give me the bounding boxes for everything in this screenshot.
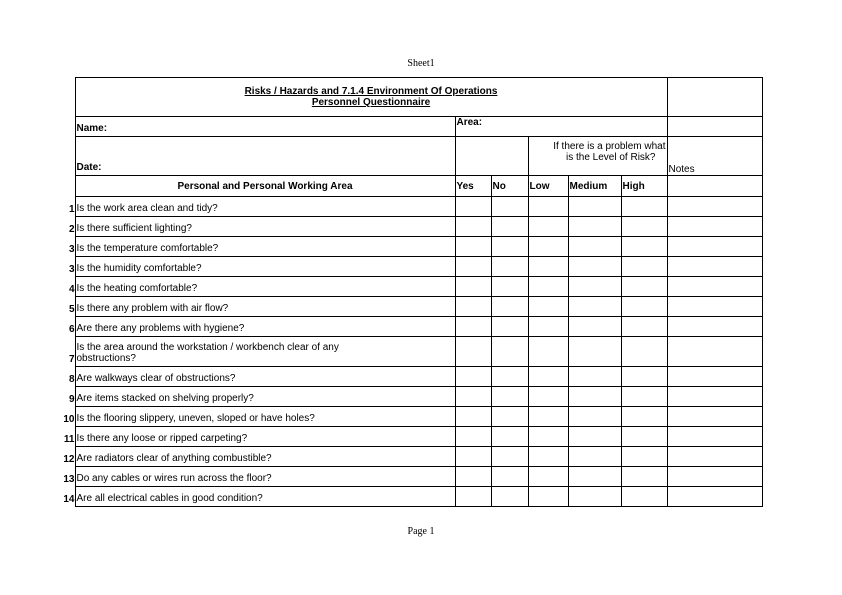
question-text: Are items stacked on shelving properly? [75,387,455,407]
high-answer-cell[interactable] [621,467,667,487]
no-answer-cell[interactable] [491,407,528,427]
question-text: Is the humidity comfortable? [75,257,455,277]
question-text: Is the flooring slippery, uneven, sloped or have holes? [75,407,455,427]
question-text: Are walkways clear of obstructions? [75,367,455,387]
low-answer-cell[interactable] [528,337,568,367]
yes-answer-cell[interactable] [455,427,491,447]
name-row [60,117,762,137]
date-field[interactable]: Date: [75,137,455,176]
question-text: Is the heating comfortable? [75,277,455,297]
no-answer-cell[interactable] [491,237,528,257]
medium-answer-cell[interactable] [568,487,621,507]
question-number: 11 [63,433,75,445]
high-answer-cell[interactable] [621,277,667,297]
no-answer-cell[interactable] [491,447,528,467]
sheet-header: Sheet1 [407,58,435,69]
notes-answer-cell[interactable] [667,367,762,387]
question-number: 8 [68,373,75,385]
medium-answer-cell[interactable] [568,297,621,317]
notes-answer-cell[interactable] [667,197,762,217]
notes-answer-cell[interactable] [667,467,762,487]
question-row [60,277,762,297]
low-answer-cell[interactable] [528,317,568,337]
medium-header: Medium [568,176,621,197]
question-number: 9 [68,393,75,405]
yes-answer-cell[interactable] [455,257,491,277]
question-text: Are all electrical cables in good condition? [75,487,455,507]
high-answer-cell[interactable] [621,367,667,387]
no-answer-cell[interactable] [491,337,528,367]
question-row [60,407,762,427]
notes-answer-cell[interactable] [667,217,762,237]
yes-header: Yes [455,176,491,197]
high-answer-cell[interactable] [621,197,667,217]
question-row [60,487,762,507]
medium-answer-cell[interactable] [568,367,621,387]
low-answer-cell[interactable] [528,407,568,427]
question-text: Are radiators clear of anything combustible? [75,447,455,467]
low-answer-cell[interactable] [528,447,568,467]
question-number: 3 [68,243,75,255]
yes-answer-cell[interactable] [455,487,491,507]
medium-answer-cell[interactable] [568,257,621,277]
yes-answer-cell[interactable] [455,367,491,387]
no-answer-cell[interactable] [491,367,528,387]
high-answer-cell[interactable] [621,337,667,367]
notes-answer-cell[interactable] [667,447,762,467]
yes-answer-cell[interactable] [455,317,491,337]
low-answer-cell[interactable] [528,487,568,507]
high-answer-cell[interactable] [621,487,667,507]
yes-answer-cell[interactable] [455,237,491,257]
no-answer-cell[interactable] [491,427,528,447]
low-header: Low [528,176,568,197]
notes-answer-cell[interactable] [667,317,762,337]
question-number: 5 [68,303,75,315]
form-title: Risks / Hazards and 7.1.4 Environment Of Operations Personnel Questionnaire [75,78,667,117]
question-row [60,197,762,217]
medium-answer-cell[interactable] [568,427,621,447]
risk-level-prompt: If there is a problem what is the Level of Risk? [528,137,667,176]
yes-answer-cell[interactable] [455,467,491,487]
notes-answer-cell[interactable] [667,237,762,257]
question-row [60,257,762,277]
no-answer-cell[interactable] [491,467,528,487]
question-number: 12 [63,453,75,465]
questionnaire-table [60,77,763,507]
question-text: Is there any problem with air flow? [75,297,455,317]
yes-answer-cell[interactable] [455,447,491,467]
notes-answer-cell[interactable] [667,297,762,317]
high-header: High [621,176,667,197]
high-answer-cell[interactable] [621,317,667,337]
yes-answer-cell[interactable] [455,217,491,237]
notes-cell [667,176,762,197]
low-answer-cell[interactable] [528,297,568,317]
medium-answer-cell[interactable] [568,237,621,257]
low-answer-cell[interactable] [528,237,568,257]
high-answer-cell[interactable] [621,387,667,407]
question-text: Is there sufficient lighting? [75,217,455,237]
blank-cell [455,137,528,176]
medium-answer-cell[interactable] [568,407,621,427]
question-number: 13 [63,473,75,485]
yes-answer-cell[interactable] [455,407,491,427]
question-row [60,367,762,387]
question-number: 2 [68,223,75,235]
no-answer-cell[interactable] [491,257,528,277]
low-answer-cell[interactable] [528,467,568,487]
notes-header: Notes [667,137,762,176]
medium-answer-cell[interactable] [568,467,621,487]
no-header: No [491,176,528,197]
yes-answer-cell[interactable] [455,337,491,367]
notes-answer-cell[interactable] [667,277,762,297]
no-answer-cell[interactable] [491,277,528,297]
column-header-row [60,176,762,197]
medium-answer-cell[interactable] [568,217,621,237]
page-footer: Page 1 [407,526,435,537]
section-label: Personal and Personal Working Area [75,176,455,197]
notes-answer-cell[interactable] [667,427,762,447]
high-answer-cell[interactable] [621,217,667,237]
low-answer-cell[interactable] [528,277,568,297]
notes-answer-cell[interactable] [667,487,762,507]
high-answer-cell[interactable] [621,447,667,467]
question-row [60,447,762,467]
notes-answer-cell[interactable] [667,257,762,277]
notes-answer-cell[interactable] [667,387,762,407]
question-text: Is the work area clean and tidy? [75,197,455,217]
low-answer-cell[interactable] [528,217,568,237]
no-answer-cell[interactable] [491,487,528,507]
question-row [60,317,762,337]
date-row [60,137,762,176]
medium-answer-cell[interactable] [568,387,621,407]
question-number: 7 [68,353,75,365]
medium-answer-cell[interactable] [568,337,621,367]
question-number: 10 [63,413,75,425]
yes-answer-cell[interactable] [455,387,491,407]
question-number: 6 [68,323,75,335]
high-answer-cell[interactable] [621,257,667,277]
yes-answer-cell[interactable] [455,197,491,217]
low-answer-cell[interactable] [528,197,568,217]
area-field[interactable]: Area: [455,117,667,137]
yes-answer-cell[interactable] [455,297,491,317]
notes-answer-cell[interactable] [667,337,762,367]
question-row [60,467,762,487]
no-answer-cell[interactable] [491,297,528,317]
notes-cell[interactable] [667,117,762,137]
notes-answer-cell[interactable] [667,407,762,427]
question-number: 4 [68,283,75,295]
medium-answer-cell[interactable] [568,197,621,217]
question-text: Do any cables or wires run across the floor? [75,467,455,487]
medium-answer-cell[interactable] [568,447,621,467]
yes-answer-cell[interactable] [455,277,491,297]
notes-cell[interactable] [667,78,762,117]
low-answer-cell[interactable] [528,427,568,447]
medium-answer-cell[interactable] [568,277,621,297]
medium-answer-cell[interactable] [568,317,621,337]
question-row [60,427,762,447]
question-text: Are there any problems with hygiene? [75,317,455,337]
high-answer-cell[interactable] [621,407,667,427]
no-answer-cell[interactable] [491,217,528,237]
high-answer-cell[interactable] [621,237,667,257]
low-answer-cell[interactable] [528,367,568,387]
no-answer-cell[interactable] [491,197,528,217]
question-row [60,237,762,257]
question-row [60,337,762,367]
no-answer-cell[interactable] [491,387,528,407]
low-answer-cell[interactable] [528,257,568,277]
title-row [60,78,762,117]
no-answer-cell[interactable] [491,317,528,337]
high-answer-cell[interactable] [621,297,667,317]
name-field[interactable]: Name: [75,117,455,137]
question-text: Is the temperature comfortable? [75,237,455,257]
question-number: 14 [63,493,75,505]
question-row [60,297,762,317]
question-text: Is the area around the workstation / workbench clear of any obstructions? [75,337,455,367]
low-answer-cell[interactable] [528,387,568,407]
question-text: Is there any loose or ripped carpeting? [75,427,455,447]
high-answer-cell[interactable] [621,427,667,447]
question-row [60,217,762,237]
question-row [60,387,762,407]
question-number: 3 [68,263,75,275]
question-number: 1 [68,203,75,215]
